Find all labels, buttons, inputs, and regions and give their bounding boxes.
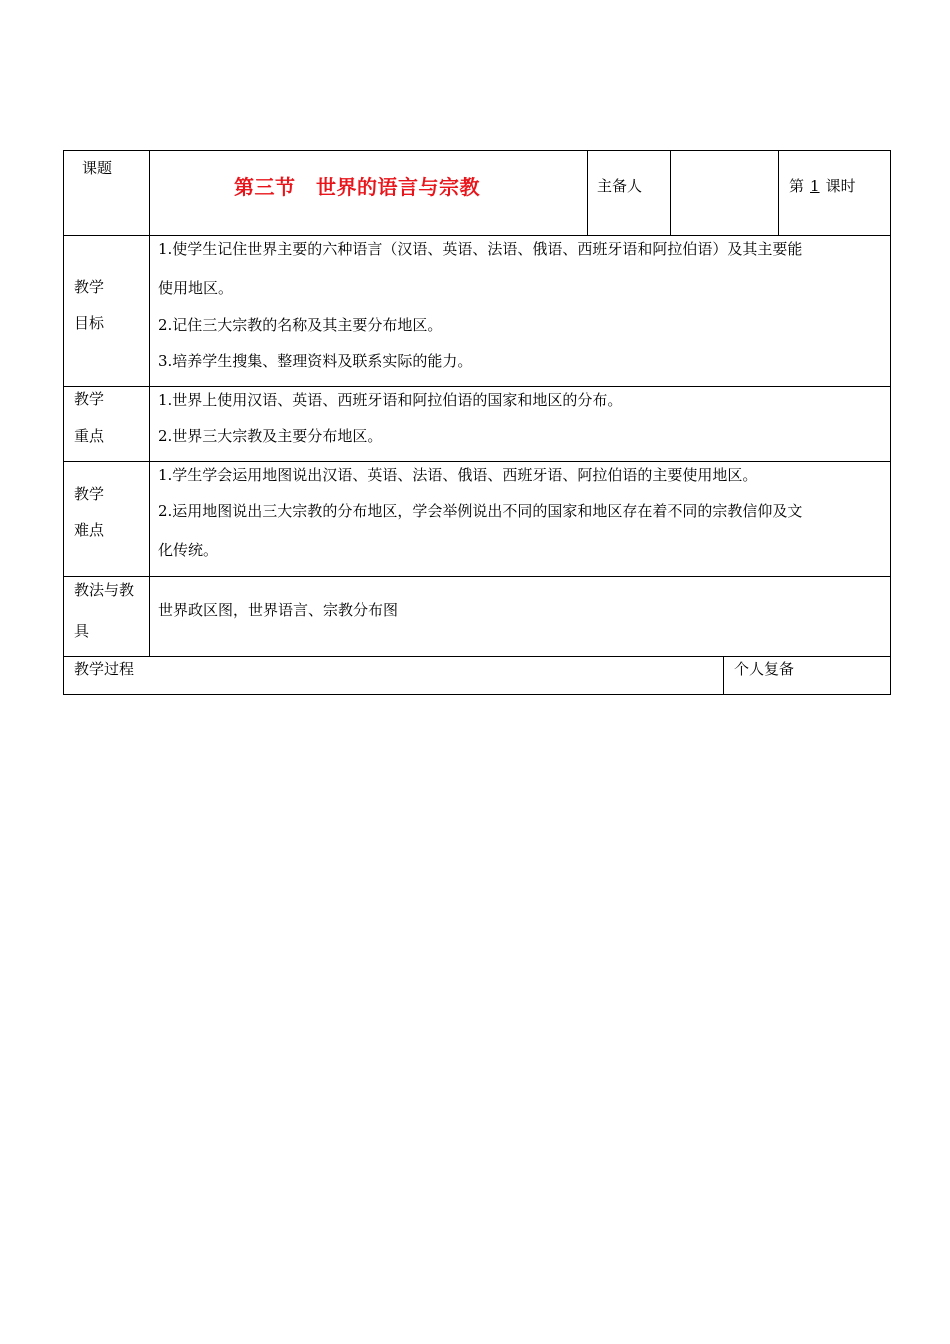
lesson-title: 第三节 世界的语言与宗教 xyxy=(234,175,480,199)
preparer-label: 主备人 xyxy=(597,177,643,195)
process-label: 教学过程 xyxy=(74,660,135,678)
personal-prep-label: 个人复备 xyxy=(734,660,795,678)
methods-content: 世界政区图，世界语言、宗教分布图 xyxy=(158,601,399,619)
difficulty-line: 化传统。 xyxy=(158,541,219,559)
row-divider xyxy=(63,461,891,462)
table-border-bottom xyxy=(63,694,891,695)
keypoint-line: 1.世界上使用汉语、英语、西班牙语和阿拉伯语的国家和地区的分布。 xyxy=(158,391,623,409)
topic-label: 课题 xyxy=(82,159,113,177)
objective-line: 2.记住三大宗教的名称及其主要分布地区。 xyxy=(158,316,443,334)
column-divider xyxy=(670,150,671,236)
objective-line: 1.使学生记住世界主要的六种语言（汉语、英语、法语、俄语、西班牙语和阿拉伯语）及其主要能 xyxy=(158,240,803,258)
objectives-label-2: 目标 xyxy=(74,314,105,332)
table-border-top xyxy=(63,150,891,151)
keypoints-label-1: 教学 xyxy=(74,390,105,408)
difficulty-line: 1.学生学会运用地图说出汉语、英语、法语、俄语、西班牙语、阿拉伯语的主要使用地区。 xyxy=(158,466,758,484)
difficulties-label-2: 难点 xyxy=(74,521,105,539)
row-divider xyxy=(63,386,891,387)
row-divider xyxy=(63,235,891,236)
objective-line: 使用地区。 xyxy=(158,279,234,297)
period-prefix: 第 xyxy=(789,177,805,195)
column-divider xyxy=(149,150,150,657)
table-border-left xyxy=(63,150,64,695)
period-number: 1 xyxy=(810,177,820,195)
row-divider xyxy=(63,656,891,657)
difficulties-label-1: 教学 xyxy=(74,485,105,503)
methods-label-2: 具 xyxy=(74,622,90,640)
column-divider xyxy=(723,656,724,695)
objectives-label-1: 教学 xyxy=(74,278,105,296)
methods-label-1: 教法与教 xyxy=(74,581,135,599)
table-border-right xyxy=(890,150,891,695)
column-divider xyxy=(587,150,588,236)
period-field xyxy=(789,176,856,196)
keypoints-label-2: 重点 xyxy=(74,427,105,445)
difficulty-line: 2.运用地图说出三大宗教的分布地区，学会举例说出不同的国家和地区存在着不同的宗教信仰及文 xyxy=(158,502,803,520)
period-suffix: 课时 xyxy=(825,177,856,195)
objective-line: 3.培养学生搜集、整理资料及联系实际的能力。 xyxy=(158,352,473,370)
keypoint-line: 2.世界三大宗教及主要分布地区。 xyxy=(158,427,383,445)
column-divider xyxy=(778,150,779,236)
row-divider xyxy=(63,576,891,577)
